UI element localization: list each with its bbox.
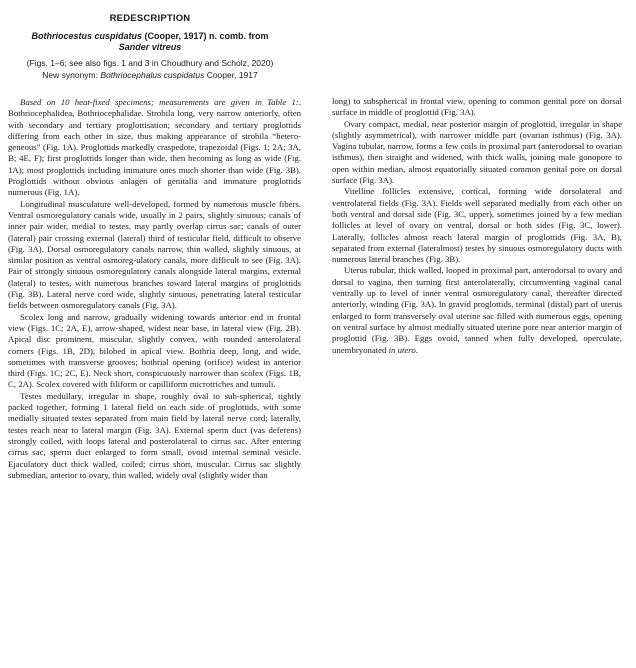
taxon-name: Bothriocestus cuspidatus bbox=[31, 31, 142, 41]
paragraph-ovary: Ovary compact, medial, near posterior margin of proglottid, irregular in shape (slightly asymmetrical), with narrower middle part (ovarian isthmus) (Fig. 3A). Vagina tubular, narrow, forms a few coils in proximal part (anterodorsal to ovarian isthmus), then straight and widened, with thick walls, joining male gonopore to open within median, almost equatorially situated common genital pore on dorsal surface (Fig. 3A). bbox=[332, 118, 622, 186]
taxon-heading bbox=[0, 31, 300, 53]
paragraph-material bbox=[8, 97, 301, 199]
left-column bbox=[8, 97, 301, 481]
section-heading: REDESCRIPTION bbox=[109, 13, 191, 24]
host-name: Sander vitreus bbox=[118, 42, 182, 52]
paragraph-vitelline: Vitelline follicles extensive, cortical, forming wide dorsolateral and ventrolateral fields (Fig. 3A). Fields well separated medially from each other on both ventral and dorsal side (Fig. 3C, upper), sometimes joined by a few median follicles at level of ovary on ventral, dorsal or both sides (Fig. 3C, lower). Laterally, follicles almost reach lateral margin of proglottids (Fig. 3A, B), separated from external (lateralmost) testes by sinuous osmoregulatory ducts with numerous lateral branches (Fig. 3B). bbox=[332, 186, 622, 265]
figure-references: (Figs. 1–6; see also figs. 1 and 3 in Choudhury and Scholz, 2020) bbox=[26, 58, 274, 68]
right-column bbox=[332, 96, 622, 356]
in-utero-term: in utero bbox=[388, 344, 416, 355]
strobila-description: . Bothriocephalidea, Bothriocephalidae. Strobila long, very narrow anteriorly, often with secondary and tertiary proglottisation; secondary and tertiary proglottids differing from each other in size, thus making appearance of strobila “hetero-geneous” (Fig. 1A). Proglottids markedly craspedote, trapezoidal (Figs. 1; 2A; 3A, B; 4E, F); first proglottids longer than wide, then becoming as long as wide (Fig. 1A); most proglottids including immature ones much shorter than wide (Fig. 3B). Proglottids without obvious anlagen of genitalia and immature proglottids numerous (Fig. 1A). bbox=[8, 97, 301, 198]
figure-reference-block bbox=[0, 57, 300, 81]
material-statement: Based on 10 heat-fixed specimens; measurements are given in Table 1: bbox=[20, 97, 299, 107]
paragraph-scolex: Scolex long and narrow, gradually widening towards anterior end in frontal view (Figs. 1C; 2A, E), arrow-shaped, widest near base, in lateral view (Fig. 2B). Apical disc prominent, muscular, slightly convex, with rounded anterolateral corners (Figs. 1B, 2D), bilobed in apical view. Bothria deep, long, and wide, sometimes with transverse grooves; bothrial opening (orifice) widest in anterior third (Figs. 1C; 2C, E). Neck short, conspicuously narrower than scolex (Figs. 1B, C, 2A). Scolex covered with filiform or capilliform microtriches and tumuli. bbox=[8, 311, 301, 390]
uterus-description: Uterus tubular, thick walled, looped in proximal part, anterodorsal to ovary and dorsal to vagina, then turning first anterolaterally, circumventing vaginal canal ventrally up to level of inner ventral osmoregulatory canal, thereafter directed anteriorly, winding (Fig. 3A). In gravid proglottids, terminal (distal) part of uterus enlarged to form transversely oval uterine sac filled with numerous eggs, opening on ventral surface by almost medially situated uterine pore near anterior margin of proglottid (Fig. 3B). Eggs ovoid, tanned when fully developed, operculate, unembryonated bbox=[332, 265, 622, 355]
synonym-name: Bothriocephalus cuspidatus bbox=[100, 70, 205, 80]
synonym-authority: Cooper, 1917 bbox=[204, 70, 258, 80]
paragraph-testes-continued: long) to subspherical in frontal view, opening to common genital pore on dorsal surface in middle of proglottid (Fig. 3A). bbox=[332, 96, 622, 118]
sentence-end: . bbox=[415, 344, 418, 355]
paragraph-uterus bbox=[332, 265, 622, 355]
paragraph-testes: Testes medullary, irregular in shape, roughly oval to sub-spherical, tightly packed together, forming 1 lateral field on each side of proglottids, with some medially situated testes separated from main field by lateral nerve cord; laterally, testes reach near to lateral margin (Fig. 3A). External sperm duct (vas deferens) strongly coiled, with loops lateral and posterolateral to cirrus sac. After entering cirrus sac, sperm duct enlarged to form small, ovoid internal seminal vesicle. Ejaculatory duct thick walled, coiled; cirrus short, muscular. Cirrus sac slightly submedian, anterior to ovary, thin walled, widely oval (slightly wider than bbox=[8, 390, 301, 480]
paragraph-musculature: Longitudinal musculature well-developed, formed by numerous muscle fibers. Ventral osmoregulatory canals wide, usually in 2 pairs, slightly sinuous; canals of inner pair wider, medial to testes, may partly overlap cirrus sac; canals of outer (lateral) pair crossing external (lateral) third of testicular field, difficult to observe (Fig. 3A). Dorsal osmoregulatory canals narrow, thin walled, slightly sinuous, at similar position as ventral osmoreg-ulatory canals, more difficult to see (Fig. 3A). Pair of strongly sinuous osmoregulatory canals alongside lateral margins, external (lateral) to testes, with numerous branches toward lateral margins of proglottids (Fig. 3B). Lateral nerve cord wide, slightly sinuous, penetrating lateral testicular fields between osmoregulatory canals (Fig. 3A). bbox=[8, 198, 301, 311]
taxon-authority: (Cooper, 1917) n. comb. from bbox=[142, 31, 269, 41]
synonym-label: New synonym: bbox=[42, 70, 101, 80]
